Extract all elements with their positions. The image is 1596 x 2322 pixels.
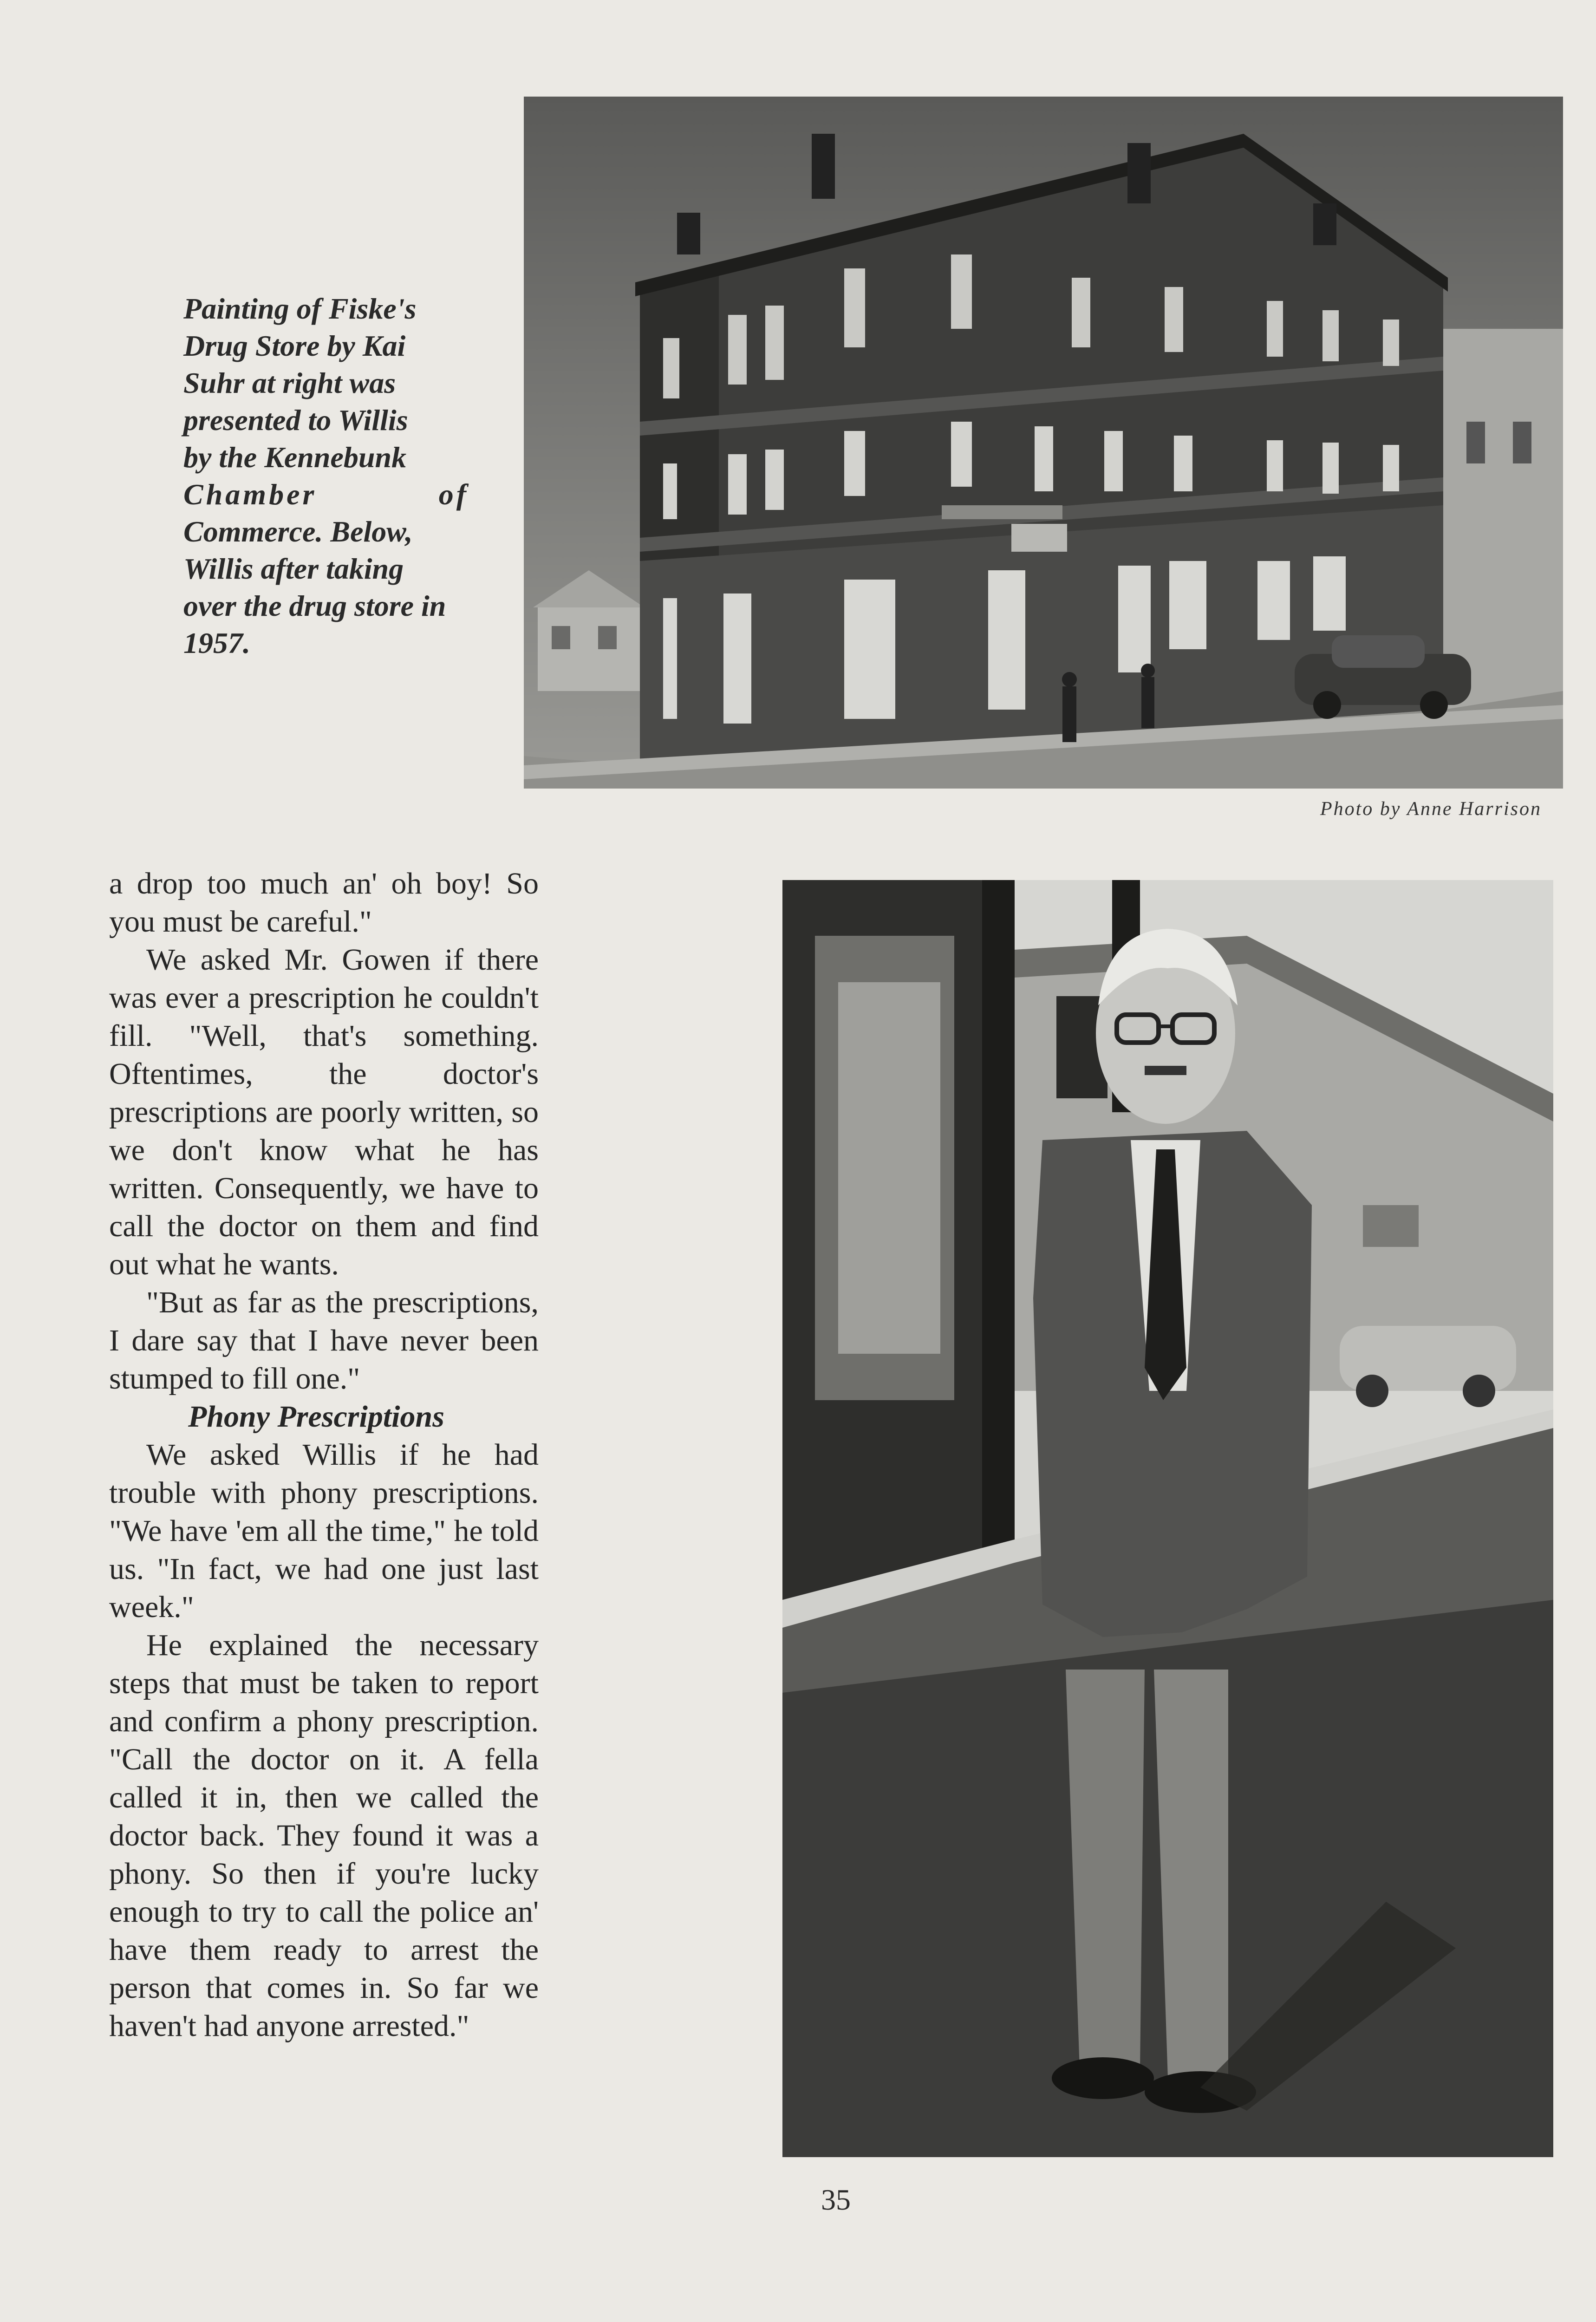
article-paragraph: We asked Willis if he had trouble with phony prescriptions. "We have 'em all the time," he told us. "In fact, we had one just last week." xyxy=(109,1438,539,1624)
caption-line: by the Kennebunk xyxy=(183,441,407,474)
willis-photo-illustration xyxy=(782,880,1553,2157)
caption-line: 1957. xyxy=(183,626,250,659)
page-number: 35 xyxy=(821,2183,851,2216)
article-paragraph: a drop too much an' oh boy! So you must be careful." xyxy=(109,867,539,939)
drug-store-painting xyxy=(524,97,1563,789)
article-paragraph: He explained the necessary steps that must be taken to report and confirm a phony prescription. "Call the doctor on it. A fella called it in, then we called the doctor back. They found it was a phony. So then if you're lucky enough to try to call the police an' have them ready to arrest the person that comes in. So far we haven't had anyone arrested." xyxy=(109,1628,539,2043)
drug-store-painting-illustration xyxy=(524,97,1563,789)
caption-line: Chamber of xyxy=(183,478,469,511)
section-subheading: Phony Prescriptions xyxy=(188,1400,444,1434)
caption-line: Drug Store by Kai xyxy=(183,329,406,362)
article-paragraph: "But as far as the prescriptions, I dare say that I have never been stumped to fill one." xyxy=(109,1285,539,1396)
painting-caption xyxy=(183,290,469,662)
caption-line: Suhr at right was xyxy=(183,366,396,399)
caption-line: Willis after taking xyxy=(183,552,404,585)
caption-line: Painting of Fiske's xyxy=(183,292,417,325)
caption-line: presented to Willis xyxy=(183,404,408,437)
photo-credit: Photo by Anne Harrison xyxy=(1320,798,1542,820)
caption-line: over the drug store in xyxy=(183,589,446,622)
article-column xyxy=(109,865,539,2045)
article-paragraph: We asked Mr. Gowen if there was ever a prescription he couldn't fill. "Well, that's something. Oftentimes, the doctor's prescriptions are poorly written, so we don't know what he has written. Consequently, we have to call the doctor on them and find out what he wants. xyxy=(109,943,539,1281)
willis-photo xyxy=(782,880,1553,2157)
caption-line: Commerce. Below, xyxy=(183,515,413,548)
